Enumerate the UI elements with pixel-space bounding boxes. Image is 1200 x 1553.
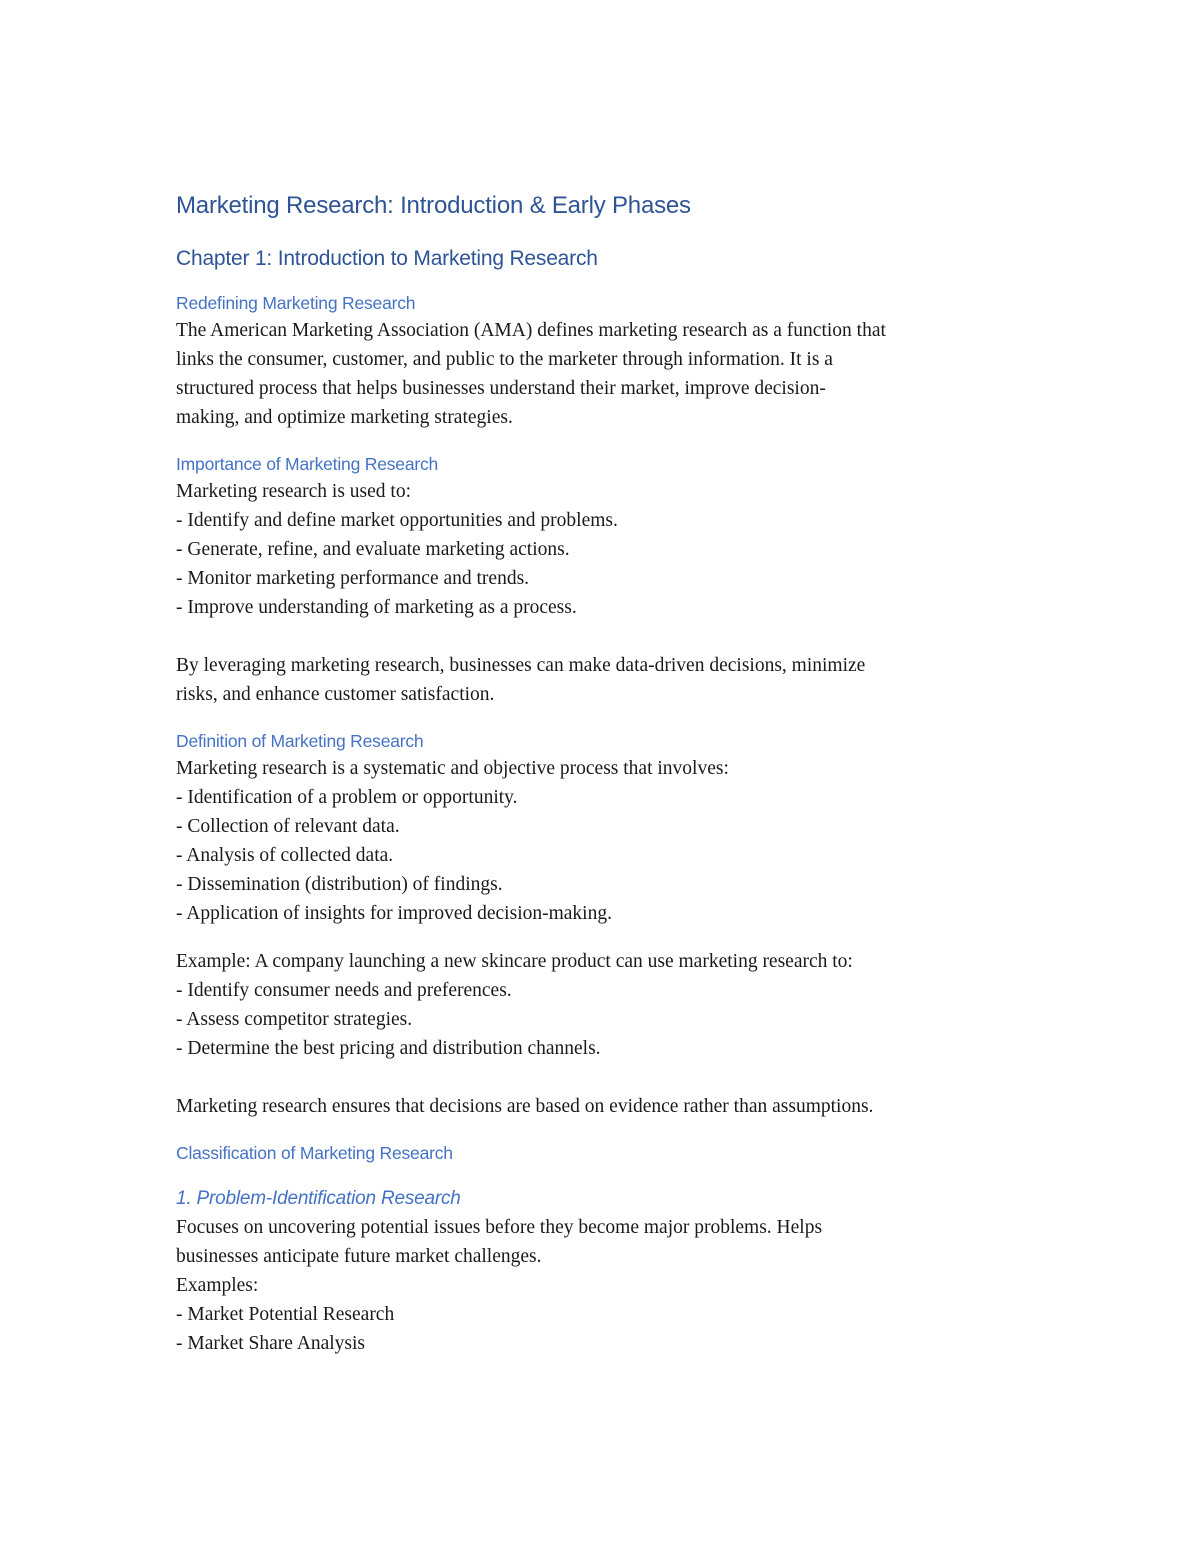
list-item: - Application of insights for improved decision-making. — [176, 903, 612, 924]
paragraph-line: The American Marketing Association (AMA) defines marketing research as a function that — [176, 320, 886, 341]
example-intro: Example: A company launching a new skincare product can use marketing research to: — [176, 951, 853, 972]
list-item: - Monitor marketing performance and trends. — [176, 568, 530, 589]
paragraph-line: structured process that helps businesses understand their market, improve decision- — [176, 378, 826, 399]
document-title: Marketing Research: Introduction & Early Phases — [176, 192, 691, 219]
list-item: - Determine the best pricing and distribution channels. — [176, 1038, 601, 1059]
section-heading-importance: Importance of Marketing Research — [176, 454, 439, 474]
section-heading-redefining: Redefining Marketing Research — [176, 293, 416, 313]
subsection-heading-problem-identification: 1. Problem-Identification Research — [176, 1188, 461, 1209]
list-intro: Marketing research is used to: — [176, 481, 412, 502]
paragraph-line: Marketing research ensures that decisions are based on evidence rather than assumptions. — [176, 1096, 874, 1117]
paragraph-line: Examples: — [176, 1275, 259, 1296]
list-item: - Analysis of collected data. — [176, 845, 394, 866]
importance-closing — [176, 651, 1036, 709]
definition-list — [176, 754, 1036, 928]
list-item: - Identify consumer needs and preferences. — [176, 980, 512, 1001]
paragraph-line: businesses anticipate future market challenges. — [176, 1246, 542, 1267]
list-item: - Collection of relevant data. — [176, 816, 400, 837]
document-page — [176, 190, 1036, 1358]
blank-line — [176, 622, 1036, 651]
list-item: - Identification of a problem or opportunity. — [176, 787, 518, 808]
example-list — [176, 947, 1036, 1063]
problem-identification-body — [176, 1213, 1036, 1358]
paragraph-line: risks, and enhance customer satisfaction. — [176, 684, 495, 705]
list-item: - Dissemination (distribution) of findings. — [176, 874, 503, 895]
paragraph-line: Focuses on uncovering potential issues before they become major problems. Helps — [176, 1217, 823, 1238]
list-item: - Generate, refine, and evaluate marketing actions. — [176, 539, 570, 560]
importance-list — [176, 477, 1036, 622]
list-item: - Identify and define market opportunities and problems. — [176, 510, 618, 531]
list-item: - Market Potential Research — [176, 1304, 395, 1325]
list-intro: Marketing research is a systematic and objective process that involves: — [176, 758, 729, 779]
paragraph-line: links the consumer, customer, and public to the marketer through information. It is a — [176, 349, 833, 370]
chapter-heading: Chapter 1: Introduction to Marketing Research — [176, 247, 598, 270]
list-item: - Improve understanding of marketing as a process. — [176, 597, 577, 618]
definition-closing — [176, 1092, 1036, 1121]
section-heading-definition: Definition of Marketing Research — [176, 731, 424, 751]
blank-line — [176, 1063, 1036, 1092]
paragraph-line: making, and optimize marketing strategies. — [176, 407, 513, 428]
section-heading-classification: Classification of Marketing Research — [176, 1143, 453, 1163]
paragraph-line: By leveraging marketing research, businesses can make data-driven decisions, minimize — [176, 655, 866, 676]
redefining-paragraph — [176, 316, 1036, 432]
list-item: - Market Share Analysis — [176, 1333, 366, 1354]
list-item: - Assess competitor strategies. — [176, 1009, 413, 1030]
